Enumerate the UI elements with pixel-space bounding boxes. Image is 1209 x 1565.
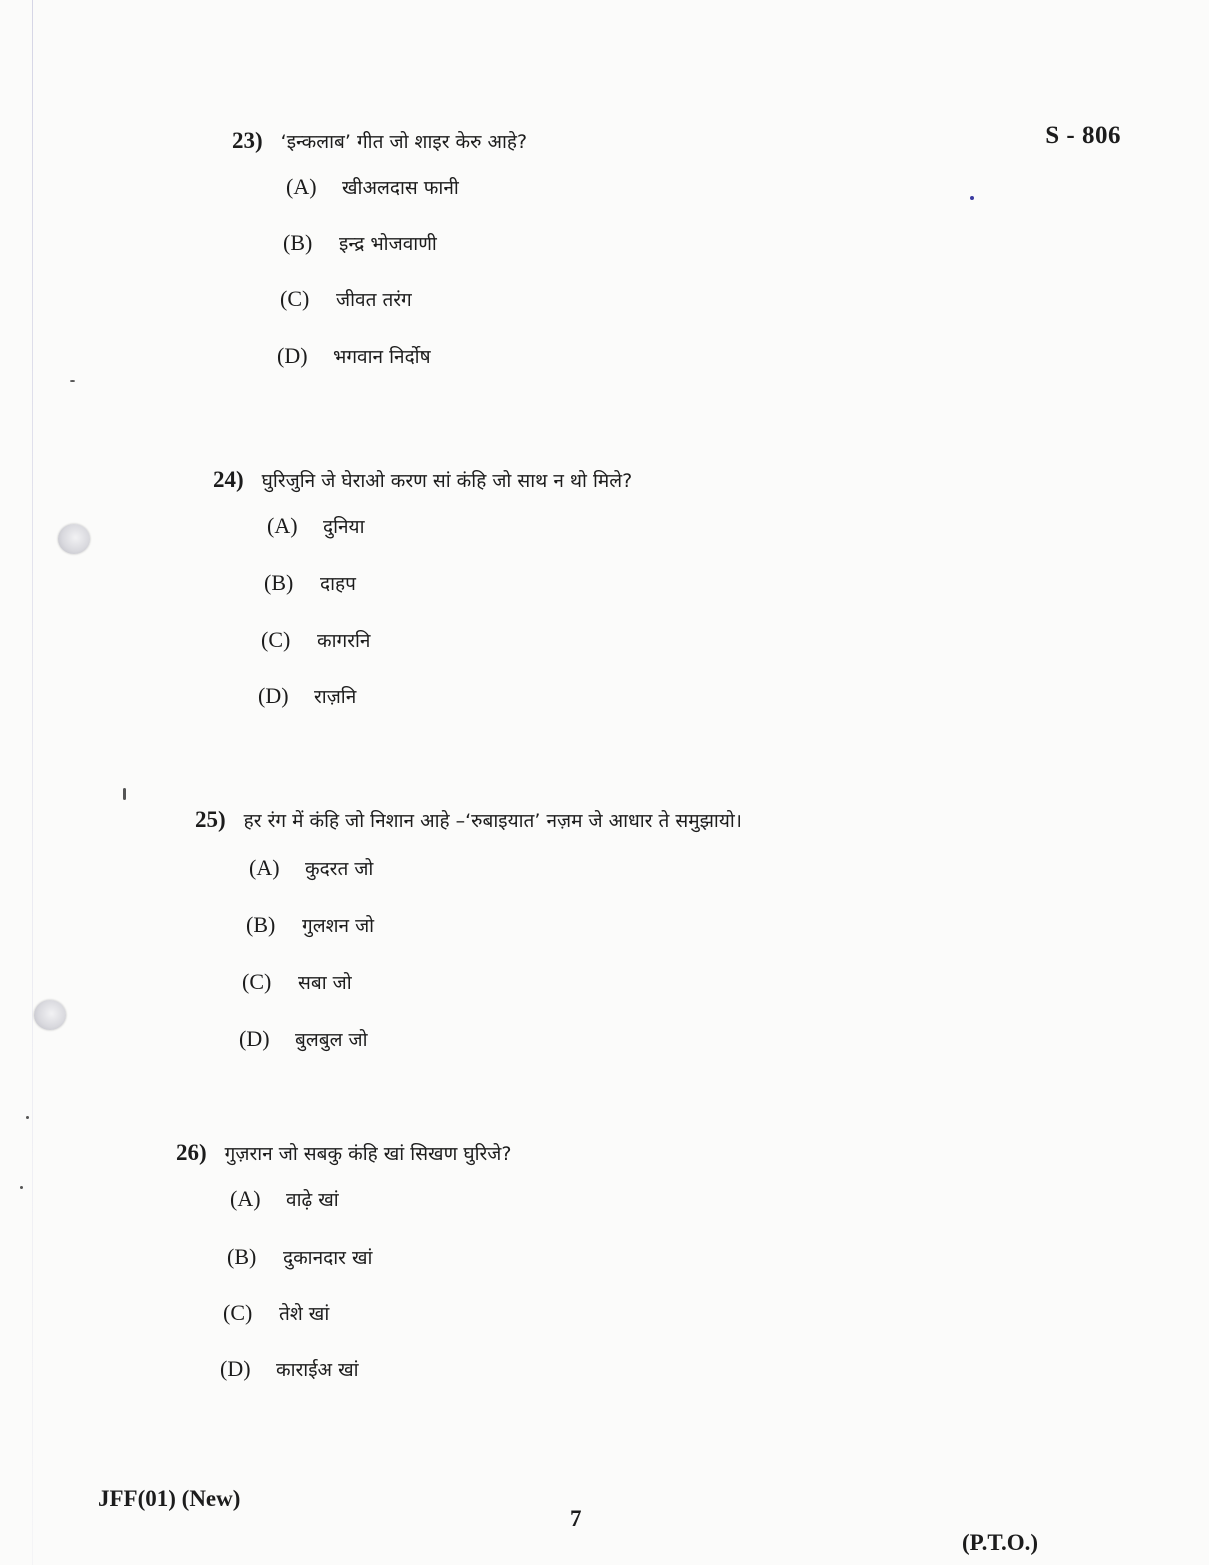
question-number: 26): [176, 1140, 207, 1165]
option-b[interactable]: [264, 570, 356, 596]
option-a[interactable]: [286, 174, 459, 200]
scan-speck: [20, 1186, 23, 1189]
option-d[interactable]: [258, 683, 356, 709]
page-number: 7: [570, 1506, 582, 1531]
option-letter: (B): [246, 912, 276, 937]
option-text: दाहप: [320, 573, 356, 595]
option-letter: (B): [227, 1244, 257, 1269]
option-text: काराईअ खां: [276, 1359, 359, 1381]
option-letter: (A): [230, 1186, 261, 1211]
question-text: हर रंग में कंहि जो निशान आहे –‘रुबाइयात’ नज़म जे आधार ते समुझायो।: [243, 810, 742, 832]
option-text: दुनिया: [323, 516, 365, 538]
option-a[interactable]: [249, 855, 373, 881]
option-text: गुलशन जो: [302, 915, 375, 937]
option-letter: (C): [242, 969, 272, 994]
question-text: घुरिजुनि जे घेराओ करण सां कंहि जो साथ न थो मिले?: [261, 470, 633, 492]
question-25: [195, 807, 742, 1051]
option-letter: (D): [277, 343, 308, 368]
option-text: खीअलदास फानी: [342, 177, 459, 199]
option-text: कुदरत जो: [305, 858, 374, 880]
footer-paper-code: JFF(01) (New): [98, 1486, 241, 1511]
option-d[interactable]: [220, 1356, 359, 1382]
option-text: जीवत तरंग: [336, 289, 412, 311]
option-text: कागरनि: [317, 630, 371, 652]
question-number: 23): [232, 128, 263, 153]
option-c[interactable]: [261, 627, 370, 653]
scan-speck: [123, 788, 126, 800]
option-a[interactable]: [230, 1186, 339, 1212]
question-line: [232, 128, 527, 154]
option-c[interactable]: [223, 1300, 329, 1326]
option-letter: (D): [258, 683, 289, 708]
scan-speck: [26, 1116, 29, 1119]
option-letter: (C): [280, 286, 310, 311]
question-line: [195, 807, 742, 833]
option-text: तेशे खां: [279, 1303, 330, 1325]
option-letter: (B): [283, 230, 313, 255]
option-letter: (C): [223, 1300, 253, 1325]
punch-hole-bottom: [34, 1000, 66, 1030]
question-line: [176, 1140, 511, 1166]
option-letter: (C): [261, 627, 291, 652]
option-d[interactable]: [239, 1026, 368, 1052]
option-text: दुकानदार खां: [283, 1247, 373, 1269]
option-text: राज़नि: [314, 686, 357, 708]
question-number: 24): [213, 467, 244, 492]
scan-speck: [970, 196, 974, 200]
question-23: [232, 128, 528, 368]
option-text: बुलबुल जो: [295, 1029, 368, 1051]
option-b[interactable]: [246, 912, 374, 938]
option-d[interactable]: [277, 343, 431, 369]
option-text: सबा जो: [298, 972, 352, 994]
paper-code: S - 806: [1045, 122, 1121, 149]
option-text: इन्द्र भोजवाणी: [339, 233, 437, 255]
question-text: ‘इन्कलाब’ गीत जो शाइर केरु आहे?: [280, 131, 528, 153]
option-text: वाढ़े खां: [286, 1189, 339, 1211]
option-a[interactable]: [267, 513, 365, 539]
option-b[interactable]: [283, 230, 437, 256]
question-number: 25): [195, 807, 226, 832]
option-c[interactable]: [280, 286, 412, 312]
punch-hole-top: [58, 524, 90, 554]
option-letter: (A): [286, 174, 317, 199]
page-edge-line: [32, 0, 33, 1565]
question-24: [213, 467, 633, 708]
scan-speck: [70, 380, 75, 382]
option-letter: (B): [264, 570, 294, 595]
option-c[interactable]: [242, 969, 352, 995]
option-letter: (D): [239, 1026, 270, 1051]
option-letter: (D): [220, 1356, 251, 1381]
pto-label: (P.T.O.): [962, 1530, 1039, 1555]
question-text: गुज़रान जो सबकु कंहि खां सिखण घुरिजे?: [224, 1143, 512, 1165]
option-text: भगवान निर्दोष: [333, 346, 431, 368]
option-letter: (A): [249, 855, 280, 880]
question-line: [213, 467, 632, 493]
option-b[interactable]: [227, 1244, 372, 1270]
option-letter: (A): [267, 513, 298, 538]
question-26: [176, 1140, 512, 1381]
